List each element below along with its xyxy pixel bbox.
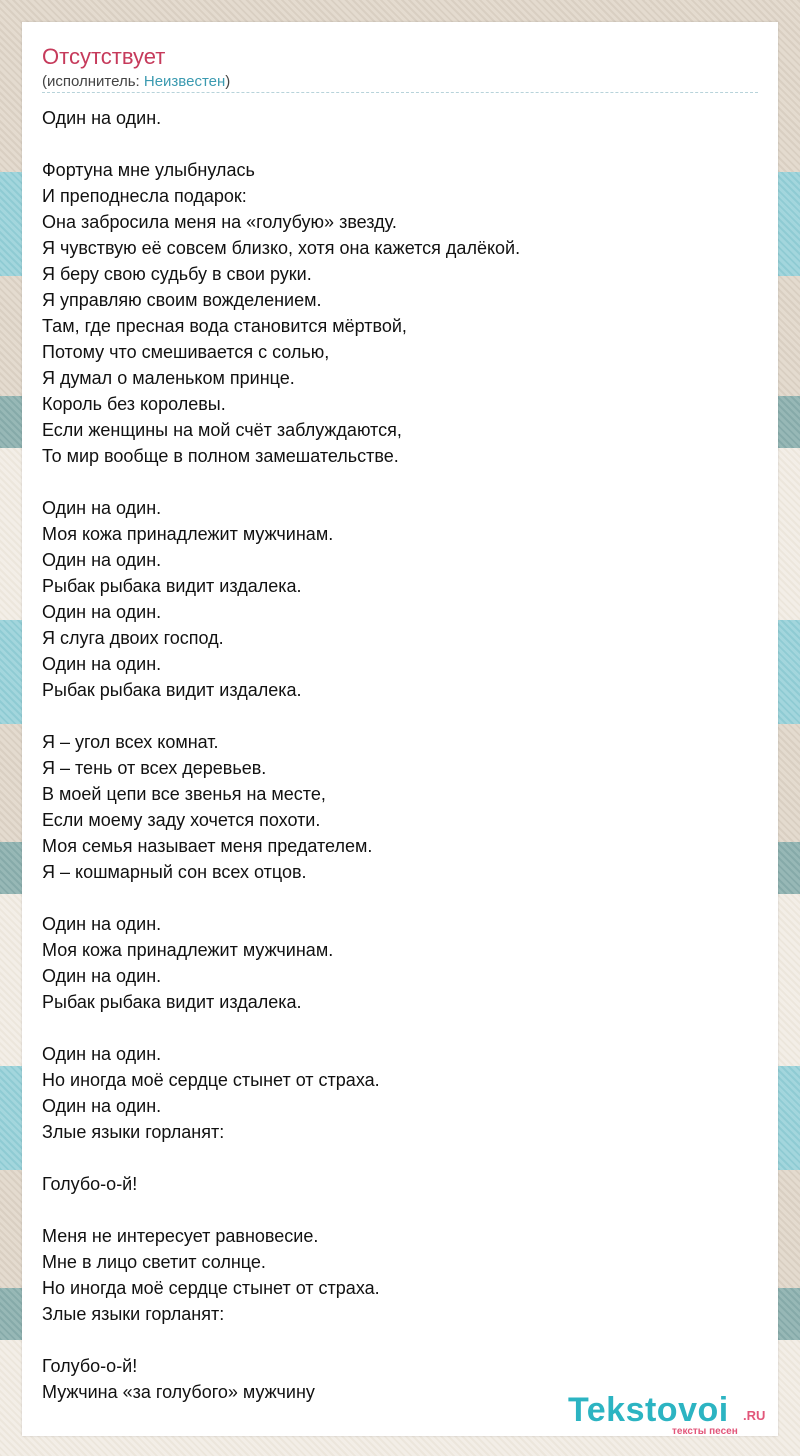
logo-tagline: тексты песен — [672, 1426, 738, 1437]
song-title: Отсутствует — [42, 44, 166, 69]
artist-link[interactable]: Неизвестен — [143, 73, 226, 90]
title-divider — [42, 92, 758, 93]
site-logo[interactable] — [568, 1392, 778, 1436]
artist-suffix: ) — [225, 73, 231, 90]
logo-wordmark: Tekstovoi — [568, 1391, 729, 1429]
artist-prefix: (исполнитель: — [42, 73, 144, 90]
logo-domain: .RU — [743, 1408, 766, 1423]
artist-line — [42, 73, 230, 90]
lyrics-text: Один на один. Фортуна мне улыбнулась И преподнесла подарок: Она забросила меня на «голубую» звезду. Я чувствую её совсем близко, хотя она кажется далёкой. Я беру свою судьбу в свои руки. Я управляю своим вожделением. Там, где пресная вода становится мёртвой, Потому что смешивается с солью, Я думал о маленьком принце. Король без королевы. Если женщины на мой счёт заблуждаются, То мир вообще в полном замешательстве. Один на один. Моя кожа принадлежит мужчинам. Один на один. Рыбак рыбака видит издалека. Один на один. Я слуга двоих господ. Один на один. Рыбак рыбака видит издалека. Я – угол всех комнат. Я – тень от всех деревьев. В моей цепи все звенья на месте, Если моему заду хочется похоти. Моя семья называет меня предателем. Я – кошмарный сон всех отцов. Один на один. Моя кожа принадлежит мужчинам. Один на один. Рыбак рыбака видит издалека. Один на один. Но иногда моё сердце стынет от страха. Один на один. Злые языки горланят: Голубо-о-й! Меня не интересует равновесие. Мне в лицо светит солнце. Но иногда моё сердце стынет от страха. Злые языки горланят: Голубо-о-й! Мужчина «за голубого» мужчину — [42, 108, 521, 1402]
lyrics-card — [22, 22, 778, 1436]
